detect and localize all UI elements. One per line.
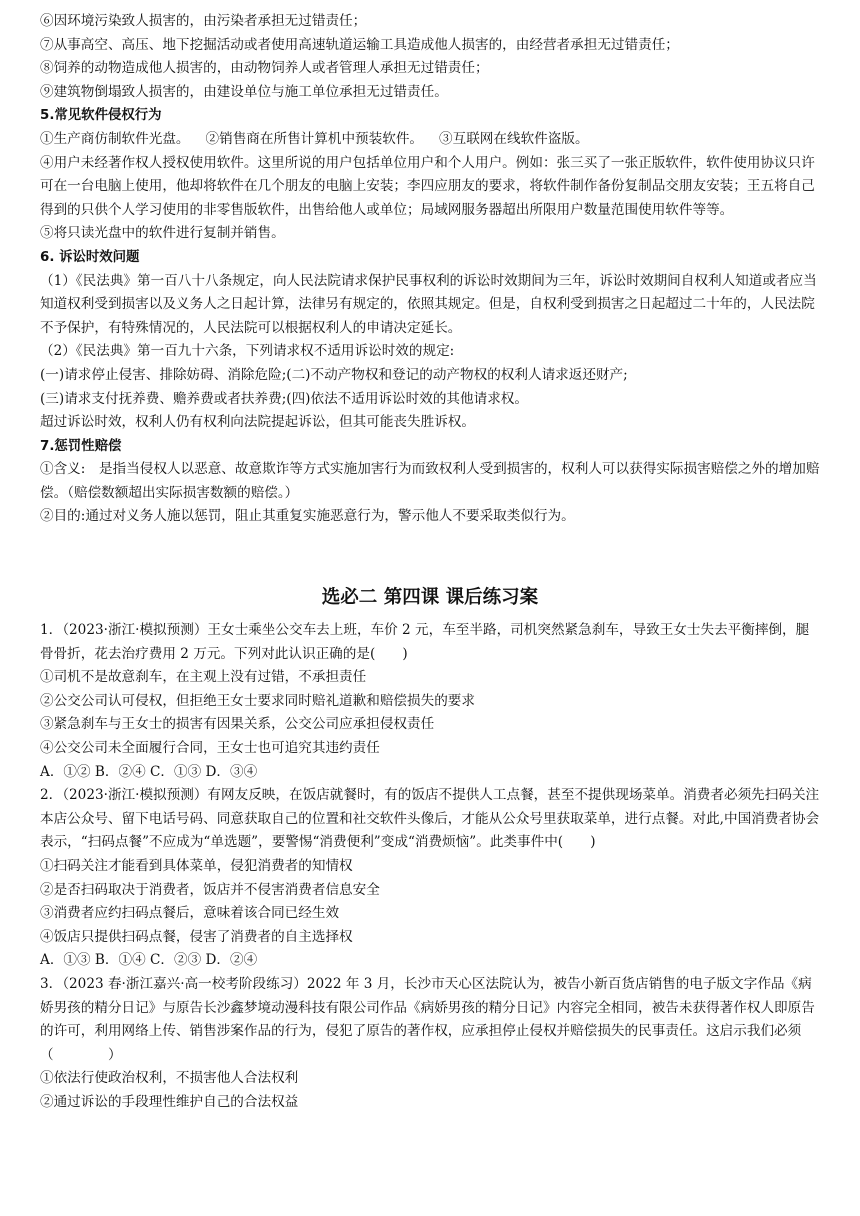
limitation-paragraph-1: （1）《民法典》第一百八十八条规定，向人民法院请求保护民事权利的诉讼时效期间为三年，诉讼时效期间自权利人知道或者应当知道权利受到损害以及义务人之日起计算，法律另有规定的，依照其规定。但是，自权利受到损害之日起超过二十年的，人民法院不予保护，有特殊情况的，人民法院可以根据权利人的申请决定延长。 [40,272,817,336]
answer-options: A．①③ B．①④ C．②③ D．②④ [40,952,258,969]
question-statement: ②通过诉讼的手段理性维护自己的合法权益 [40,1093,299,1110]
question-statement: ③消费者应约扫码点餐后，意味着该合同已经生效 [40,905,340,922]
software-infringement-row [40,128,820,152]
question-statement: ④饭店只提供扫码点餐，侵害了消费者的自主选择权 [40,928,353,945]
question-stem: 1．（2023·浙江·模拟预测）王女士乘坐公交车去上班，车价 2 元，车至半路，司机突然紧急刹车，导致王女士失去平衡摔倒，腿骨骨折，花去治疗费用 2 万元。下列对此认识正确的是( ) [40,622,810,662]
section-heading-punitive-damages: 7.惩罚性赔偿 [40,438,122,454]
question-statement: ②公交公司认可侵权，但拒绝王女士要求同时赔礼道歉和赔偿损失的要求 [40,692,475,709]
question-statement: ④公交公司未全面履行合同，王女士也可追究其违约责任 [40,740,380,757]
software-item-1: ①生产商仿制软件光盘。 [40,130,190,147]
liability-item: ⑨建筑物倒塌致人损害的，由建设单位与施工单位承担无过错责任。 [40,83,448,100]
section-heading-software-infringement: 5.常见软件侵权行为 [40,108,162,124]
exercise-title: 选必二 第四课 课后练习案 [321,587,539,609]
software-item-5: ⑤将只读光盘中的软件进行复制并销售。 [40,225,285,242]
answer-options: A．①② B．②④ C．①③ D．③④ [40,763,258,780]
question-stem: 3．（2023 春·浙江嘉兴·高一校考阶段练习）2022 年 3 月，长沙市天心区法院认为，被告小新百货店销售的电子版文字作品《病娇男孩的精分日记》与原告长沙鑫梦境动漫科技有限公司作品《病娇男孩的精分日记》内容完全相同，被告未获得著作权人即原告的许可，利用网络上传、销售涉案作品的行为，侵犯了原告的著作权，应承担停止侵权并赔偿损失的民事责任。这启示我们必须（ ） [40,975,815,1063]
limitation-paragraph-5: 超过诉讼时效，权利人仍有权利向法院提起诉讼，但其可能丧失胜诉权。 [40,414,475,431]
question-statement: ①依法行使政治权利，不损害他人合法权利 [40,1070,299,1087]
question-3 [40,973,820,1115]
question-stem: 2．（2023·浙江·模拟预测）有网友反映，在饭店就餐时，有的饭店不提供人工点餐，甚至不提供现场菜单。消费者必须先扫码关注本店公众号、留下电话号码、同意获取自己的位置和社交软件头像后，才能从公众号里获取菜单，进行点餐。对此,中国消费者协会表示，“扫码点餐”不应成为“单选题”，要警惕“消费便利”变成“消费烦恼”。此类事件中( ) [40,787,820,851]
question-statement: ①扫码关注才能看到具体菜单，侵犯消费者的知情权 [40,858,353,874]
limitation-paragraph-2: （2）《民法典》第一百九十六条，下列请求权不适用诉讼时效的规定: [40,343,455,360]
software-item-2: ②销售商在所售计算机中预装软件。 [205,130,424,147]
punitive-meaning: ①含义: 是指当侵权人以恶意、故意欺诈等方式实施加害行为而致权利人受到损害的，权利人可以获得实际损害赔偿之外的增加赔偿。（赔偿数额超出实际损害数额的赔偿。） [40,461,820,501]
software-item-4: ④用户未经著作权人授权使用软件。这里所说的用户包括单位用户和个人用户。例如：张三买了一张正版软件，软件使用协议只许可在一台电脑上使用，他却将软件在几个朋友的电脑上安装；李四应朋友的要求，将软件制作备份复制品交朋友安装；王五将自己得到的只供个人学习使用的非零售版软件，出售给他人或单位；局域网服务器超出所限用户数量范围使用软件等等。 [40,154,815,218]
software-item-3: ③互联网在线软件盗版。 [439,130,589,147]
question-statement: ②是否扫码取决于消费者，饭店并不侵害消费者信息安全 [40,881,380,898]
punitive-purpose: ②目的:通过对义务人施以惩罚，阻止其重复实施恶意行为，警示他人不要采取类似行为。 [40,508,575,525]
limitation-paragraph-3: (一)请求停止侵害、排除妨碍、消除危险;(二)不动产物权和登记的动产物权的权利人请求返还财产; [40,366,628,383]
liability-item: ⑦从事高空、高压、地下挖掘活动或者使用高速轨道运输工具造成他人损害的，由经营者承担无过错责任； [40,36,679,53]
limitation-paragraph-4: (三)请求支付抚养费、赡养费或者扶养费;(四)依法不适用诉讼时效的其他请求权。 [40,390,528,407]
section-heading-limitation: 6. 诉讼时效问题 [40,249,140,265]
question-statement: ①司机不是故意刹车，在主观上没有过错，不承担责任 [40,669,367,686]
question-statement: ③紧急刹车与王女士的损害有因果关系，公交公司应承担侵权责任 [40,716,435,733]
liability-item: ⑧饲养的动物造成他人损害的，由动物饲养人或者管理人承担无过错责任； [40,60,489,77]
question-1 [40,619,820,784]
question-2 [40,784,820,973]
liability-item: ⑥因环境污染致人损害的，由污染者承担无过错责任； [40,13,367,29]
